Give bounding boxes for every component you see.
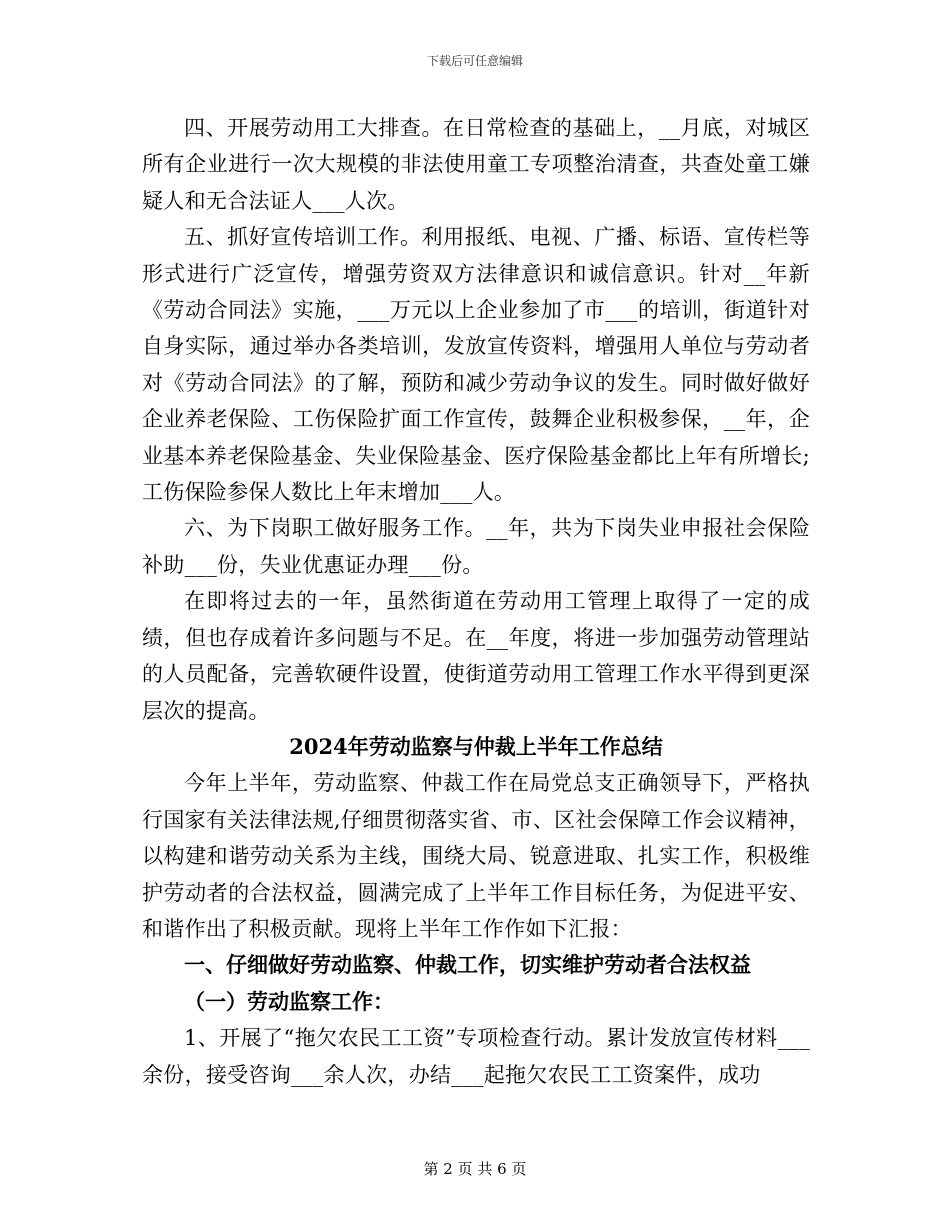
paragraph-year-summary: 在即将过去的一年，虽然街道在劳动用工管理上取得了一定的成绩，但也存成着许多问题与不足。在__年度，将进一步加强劳动管理站的人员配备，完善软硬件设置，使街道劳动用工管理工作水平得到更深层次的提高。 (142, 589, 810, 723)
paragraph-intro: 今年上半年，劳动监察、仲裁工作在局党总支正确领导下，严格执行国家有关法律法规,仔细贯彻落实省、市、区社会保障工作会议精神，以构建和谐劳动关系为主线，围绕大局、锐意进取、扎实工作，积极维护劳动者的合法权益，圆满完成了上半年工作目标任务，为促进平安、和谐作出了积极贡献。现将上半年工作作如下汇报： (142, 771, 810, 941)
document-body (142, 110, 810, 1093)
page-header-note: 下载后可任意编辑 (426, 54, 523, 68)
paragraph-laid-off-services: 六、为下岗职工做好服务工作。__年，共为下岗失业申报社会保险补助___份，失业优惠证办理___份。 (142, 516, 810, 577)
section-heading-1: 一、仔细做好劳动监察、仲裁工作，切实维护劳动者合法权益 (184, 952, 751, 978)
document-title: 2024年劳动监察与仲裁上半年工作总结 (289, 733, 663, 759)
subsection-heading-1: （一）劳动监察工作： (184, 988, 394, 1014)
paragraph-labor-inspection: 四、开展劳动用工大排查。在日常检查的基础上，__月底，对城区所有企业进行一次大规模的非法使用童工专项整治清查，共查处童工嫌疑人和无合法证人___人次。 (142, 116, 810, 213)
paragraph-publicity-training: 五、抓好宣传培训工作。利用报纸、电视、广播、标语、宣传栏等形式进行广泛宣传，增强劳资双方法律意识和诚信意识。针对__年新《劳动合同法》实施，___万元以上企业参加了市___的培训，街道针对自身实际，通过举办各类培训，发放宣传资料，增强用人单位与劳动者对《劳动合同法》的了解，预防和减少劳动争议的发生。同时做好做好企业养老保险、工伤保险扩面工作宣传，鼓舞企业积极参保，__年，企业基本养老保险基金、失业保险基金、医疗保险基金都比上年有所增长;工伤保险参保人数比上年末增加___人。 (142, 225, 810, 505)
paragraph-wage-arrears: 1、开展了“拖欠农民工工资”专项检查行动。累计发放宣传材料___余份，接受咨询___余人次，办结___起拖欠农民工工资案件，成功 (142, 1026, 810, 1087)
page-number: 第 2 页 共 6 页 (423, 1160, 527, 1178)
